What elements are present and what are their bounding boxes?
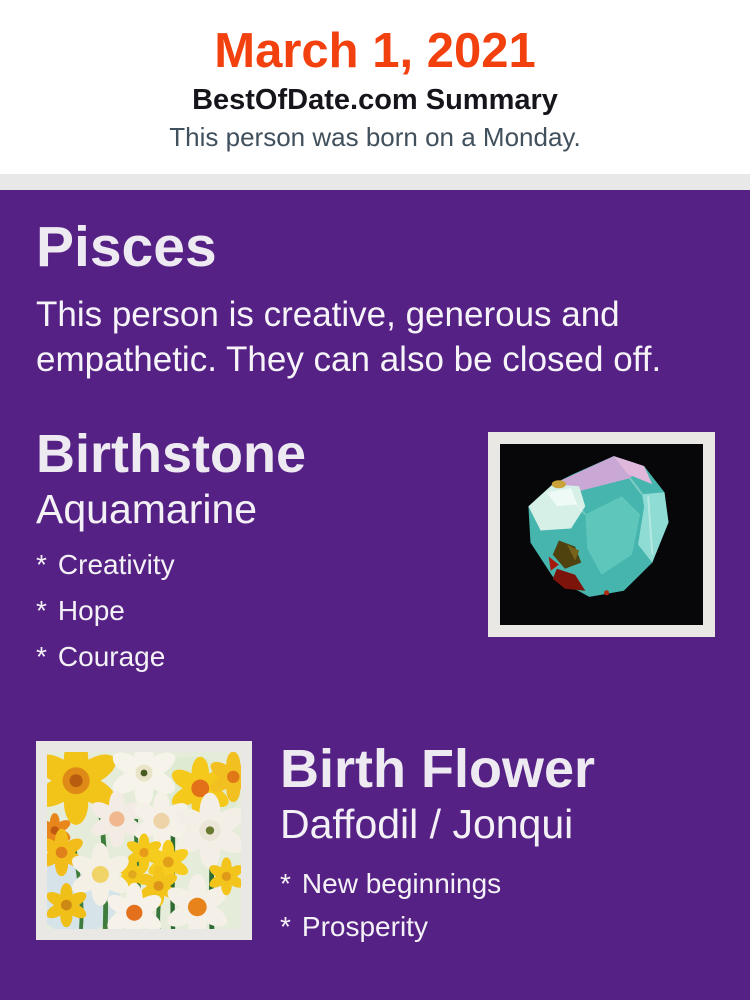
trait-label: Hope (57, 595, 125, 627)
birth-flower-name: Daffodil / Jonqui (280, 800, 574, 847)
trait-item (280, 913, 595, 941)
bullet-marker: * (280, 868, 291, 900)
trait-label: Creativity (57, 549, 175, 581)
birth-flower-heading: Birth Flower (280, 739, 596, 800)
details-section (0, 190, 750, 1000)
birthstone-image (488, 432, 715, 637)
trait-item (36, 551, 306, 579)
birthstone-heading: Birthstone (36, 424, 306, 485)
date-heading: March 1, 2021 (214, 24, 536, 78)
trait-item (36, 597, 306, 625)
birthstone-traits (36, 551, 306, 671)
zodiac-description: This person is creative, generous and empathetic. They can also be closed off. (36, 294, 662, 379)
birth-flower-image (36, 741, 252, 940)
trait-label: Prosperity (301, 911, 428, 943)
bullet-marker: * (36, 595, 47, 627)
trait-item (36, 643, 306, 671)
zodiac-section (36, 215, 715, 382)
birthstone-text (36, 426, 306, 689)
bullet-marker: * (280, 911, 291, 943)
header (0, 0, 750, 174)
zodiac-heading: Pisces (36, 215, 217, 279)
daffodil-illustration (47, 752, 241, 929)
divider-bar (0, 174, 750, 190)
site-title: BestOfDate.com Summary (192, 83, 558, 116)
birthstone-section (36, 426, 715, 689)
birthstone-name: Aquamarine (36, 486, 258, 533)
aquamarine-stone-illustration (500, 444, 703, 625)
birth-flower-text (280, 741, 595, 956)
bullet-marker: * (36, 641, 47, 673)
bullet-marker: * (36, 549, 47, 581)
trait-label: New beginnings (301, 868, 502, 900)
birth-flower-section (36, 741, 715, 956)
birth-flower-traits (280, 870, 595, 941)
born-day-subtitle: This person was born on a Monday. (169, 122, 581, 153)
trait-label: Courage (57, 641, 166, 673)
trait-item (280, 870, 595, 898)
